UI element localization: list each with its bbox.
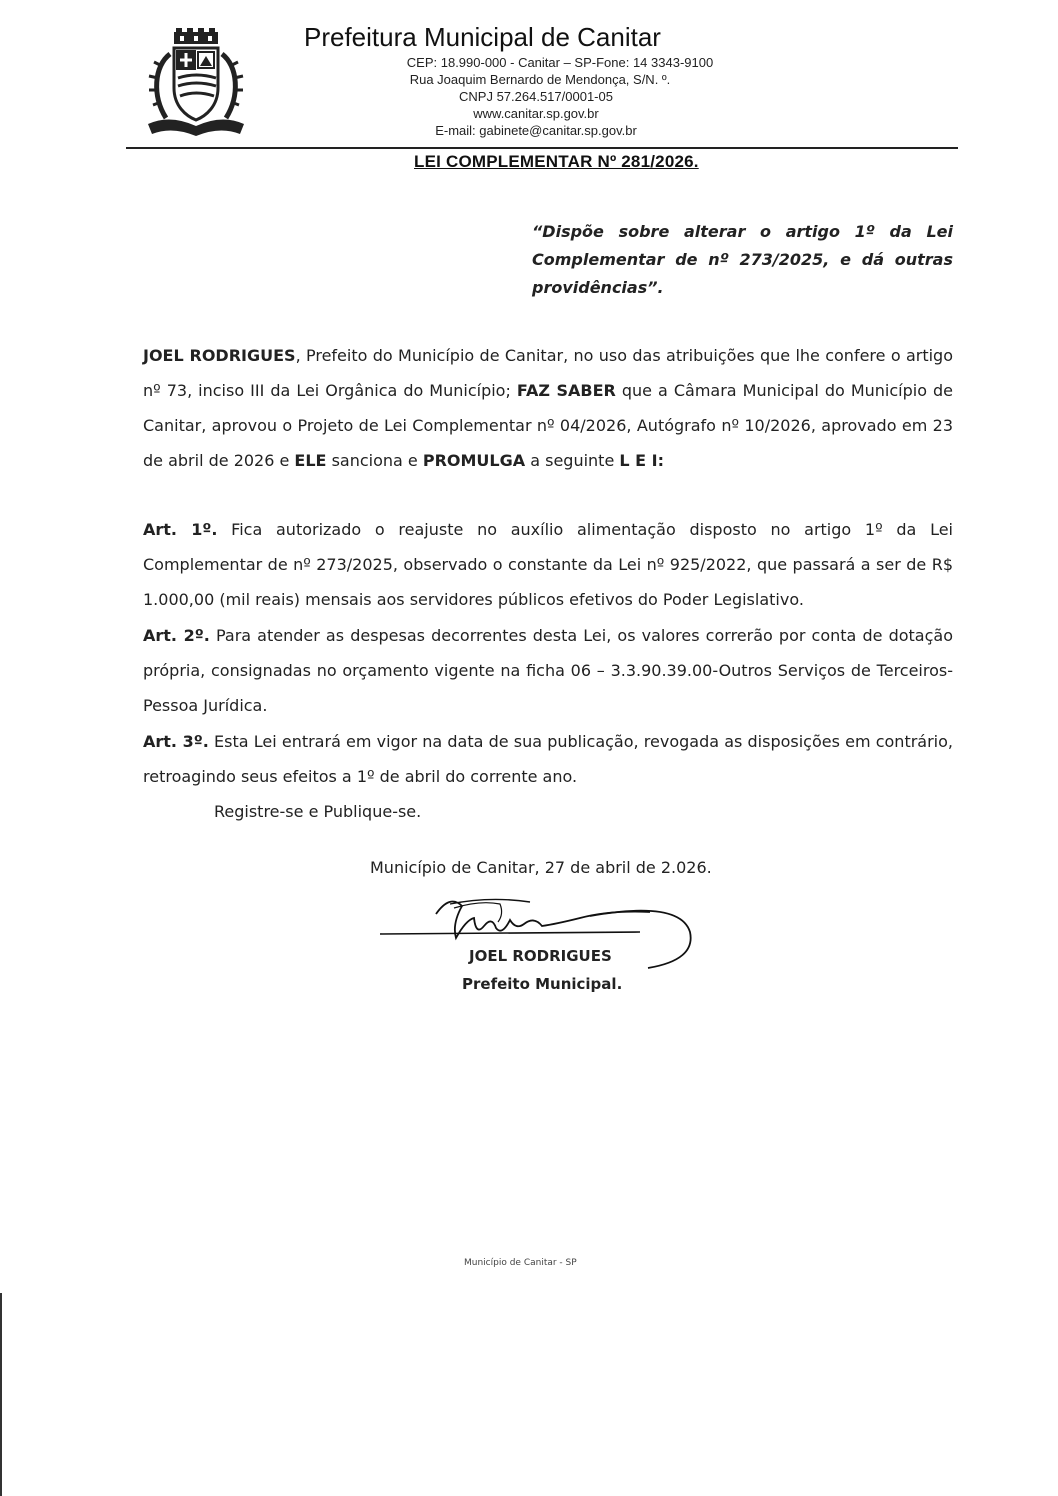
header-divider: [126, 147, 958, 149]
org-cep-phone: CEP: 18.990-000 - Canitar – SP-Fone: 14 3343-9100: [406, 55, 714, 70]
org-name: Prefeitura Municipal de Canitar: [304, 22, 661, 52]
article-2-text: Para atender as despesas decorrentes desta Lei, os valores correrão por conta de dotação própria, consignadas no orçamento vigente na ficha 06 – 3.3.90.39.00-Outros Serviços de Terceiros-Pessoa Jurídica.: [143, 626, 953, 715]
org-address: Rua Joaquim Bernardo de Mendonça, S/N. º.: [409, 72, 671, 87]
preamble-ele: ELE: [294, 451, 327, 470]
article-3-label: Art. 3º.: [143, 732, 209, 751]
preamble-faz-saber: FAZ SABER: [516, 381, 616, 400]
article-1-text: Fica autorizado o reajuste no auxílio alimentação disposto no artigo 1º da Lei Complementar de nº 273/2025, observado o constante da Lei nº 925/2022, que passará a ser de R$ 1.000,00 (mil reais) mensais aos servidores públicos efetivos do Poder Legislativo.: [143, 520, 953, 609]
preamble-promulga: PROMULGA: [422, 451, 526, 470]
closing-formula: Registre-se e Publique-se.: [214, 802, 422, 821]
preamble-text-3: sanciona e: [326, 451, 423, 470]
preamble-text-4: a seguinte: [525, 451, 620, 470]
page-footer: Município de Canitar - SP: [464, 1258, 577, 1268]
article-1: [143, 512, 953, 617]
municipal-crest-icon: [140, 26, 252, 138]
org-website: www.canitar.sp.gov.br: [473, 106, 599, 121]
preamble-text-1: , Prefeito do Município de Canitar, no uso das atribuições que lhe confere o artigo nº 73, inciso III da Lei Orgânica do Município;: [143, 346, 953, 400]
org-cnpj: CNPJ 57.264.517/0001-05: [459, 89, 613, 104]
law-title: LEI COMPLEMENTAR Nº 281/2026.: [414, 152, 699, 171]
signer-name: JOEL RODRIGUES: [469, 947, 612, 965]
preamble-name: JOEL RODRIGUES: [143, 346, 296, 365]
org-email: E-mail: gabinete@canitar.sp.gov.br: [435, 123, 637, 138]
preamble-lei: L E I:: [619, 451, 664, 470]
preamble-text-2: que a Câmara Municipal do Município de Canitar, aprovou o Projeto de Lei Complementar nº 04/2026, Autógrafo nº 10/2026, aprovado em 23 de abril de 2026 e: [143, 381, 954, 470]
article-3: [143, 724, 953, 794]
preamble: [143, 338, 953, 478]
article-3-text: Esta Lei entrará em vigor na data de sua publicação, revogada as disposições em contrário, retroagindo seus efeitos a 1º de abril do corrente ano.: [143, 732, 953, 786]
ementa: “Dispõe sobre alterar o artigo 1º da Lei Complementar de nº 273/2025, e dá outras providências”.: [532, 222, 953, 297]
article-1-label: Art. 1º.: [143, 520, 218, 539]
article-2: [143, 618, 953, 723]
article-2-label: Art. 2º.: [143, 626, 210, 645]
signer-role: Prefeito Municipal.: [462, 975, 623, 993]
scan-edge-line: [0, 1293, 2, 1496]
signature-place-date: Município de Canitar, 27 de abril de 2.026.: [370, 858, 712, 877]
